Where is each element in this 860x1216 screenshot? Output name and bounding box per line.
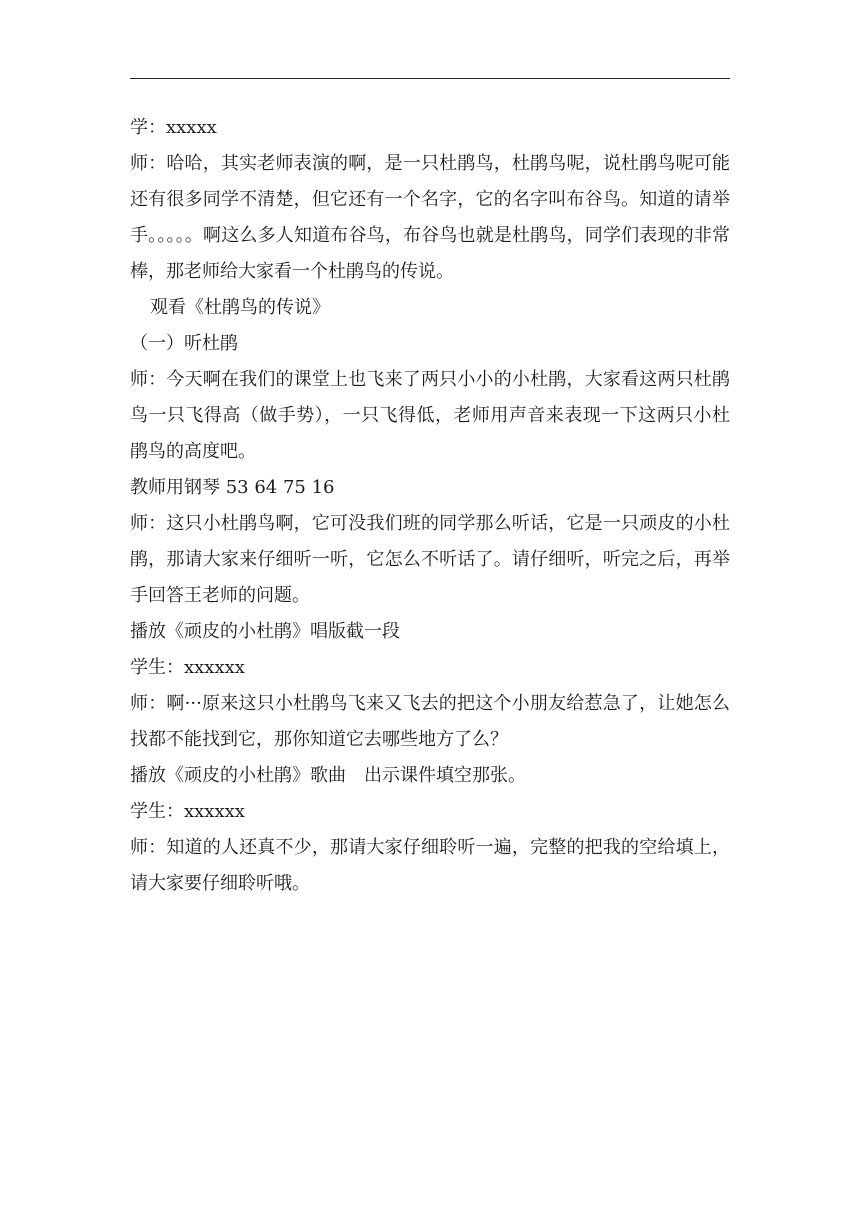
paragraph-student-reply-2: 学生：xxxxxx [130, 657, 245, 678]
paragraph-play-song-full: 播放《顽皮的小杜鹃》歌曲 出示课件填空那张。 [130, 765, 526, 786]
paragraph-student-reply-1: 学：xxxxx [130, 117, 217, 138]
paragraph-teacher-cuckoo-intro: 师：哈哈，其实老师表演的啊，是一只杜鹃鸟，杜鹃鸟呢，说杜鹃鸟呢可能还有很多同学不清楚，但它还有一个名字，它的名字叫布谷鸟。知道的请举手。。。。。啊这么多人知道布谷鸟，布谷鸟也就是杜鹃鸟，同学们表现的非常棒，那老师给大家看一个杜鹃鸟的传说。 [130, 153, 730, 282]
paragraph-teacher-two-cuckoos: 师：今天啊在我们的课堂上也飞来了两只小小的小杜鹃，大家看这两只杜鹃鸟一只飞得高（做手势），一只飞得低，老师用声音来表现一下这两只小杜鹃鸟的高度吧。 [130, 369, 730, 462]
paragraph-play-song-clip: 播放《顽皮的小杜鹃》唱版截一段 [130, 621, 400, 642]
paragraph-student-reply-3: 学生：xxxxxx [130, 801, 245, 822]
header-rule [130, 78, 730, 79]
paragraph-teacher-naughty-cuckoo: 师：这只小杜鹃鸟啊，它可没我们班的同学那么听话，它是一只顽皮的小杜鹃，那请大家来仔细听一听，它怎么不听话了。请仔细听，听完之后，再举手回答王老师的问题。 [130, 513, 730, 606]
section-heading-listen-cuckoo: （一）听杜鹃 [130, 333, 238, 354]
document-body [130, 110, 730, 902]
paragraph-watch-legend: 观看《杜鹃鸟的传说》 [150, 297, 330, 318]
paragraph-piano-notes: 教师用钢琴 53 64 75 16 [130, 477, 335, 498]
paragraph-teacher-fill-blanks: 师：知道的人还真不少，那请大家仔细聆听一遍，完整的把我的空给填上，请大家要仔细聆听哦。 [130, 837, 730, 894]
paragraph-teacher-where-gone: 师：啊···原来这只小杜鹃鸟飞来又飞去的把这个小朋友给惹急了，让她怎么找都不能找到它，那你知道它去哪些地方了么？ [130, 693, 730, 750]
